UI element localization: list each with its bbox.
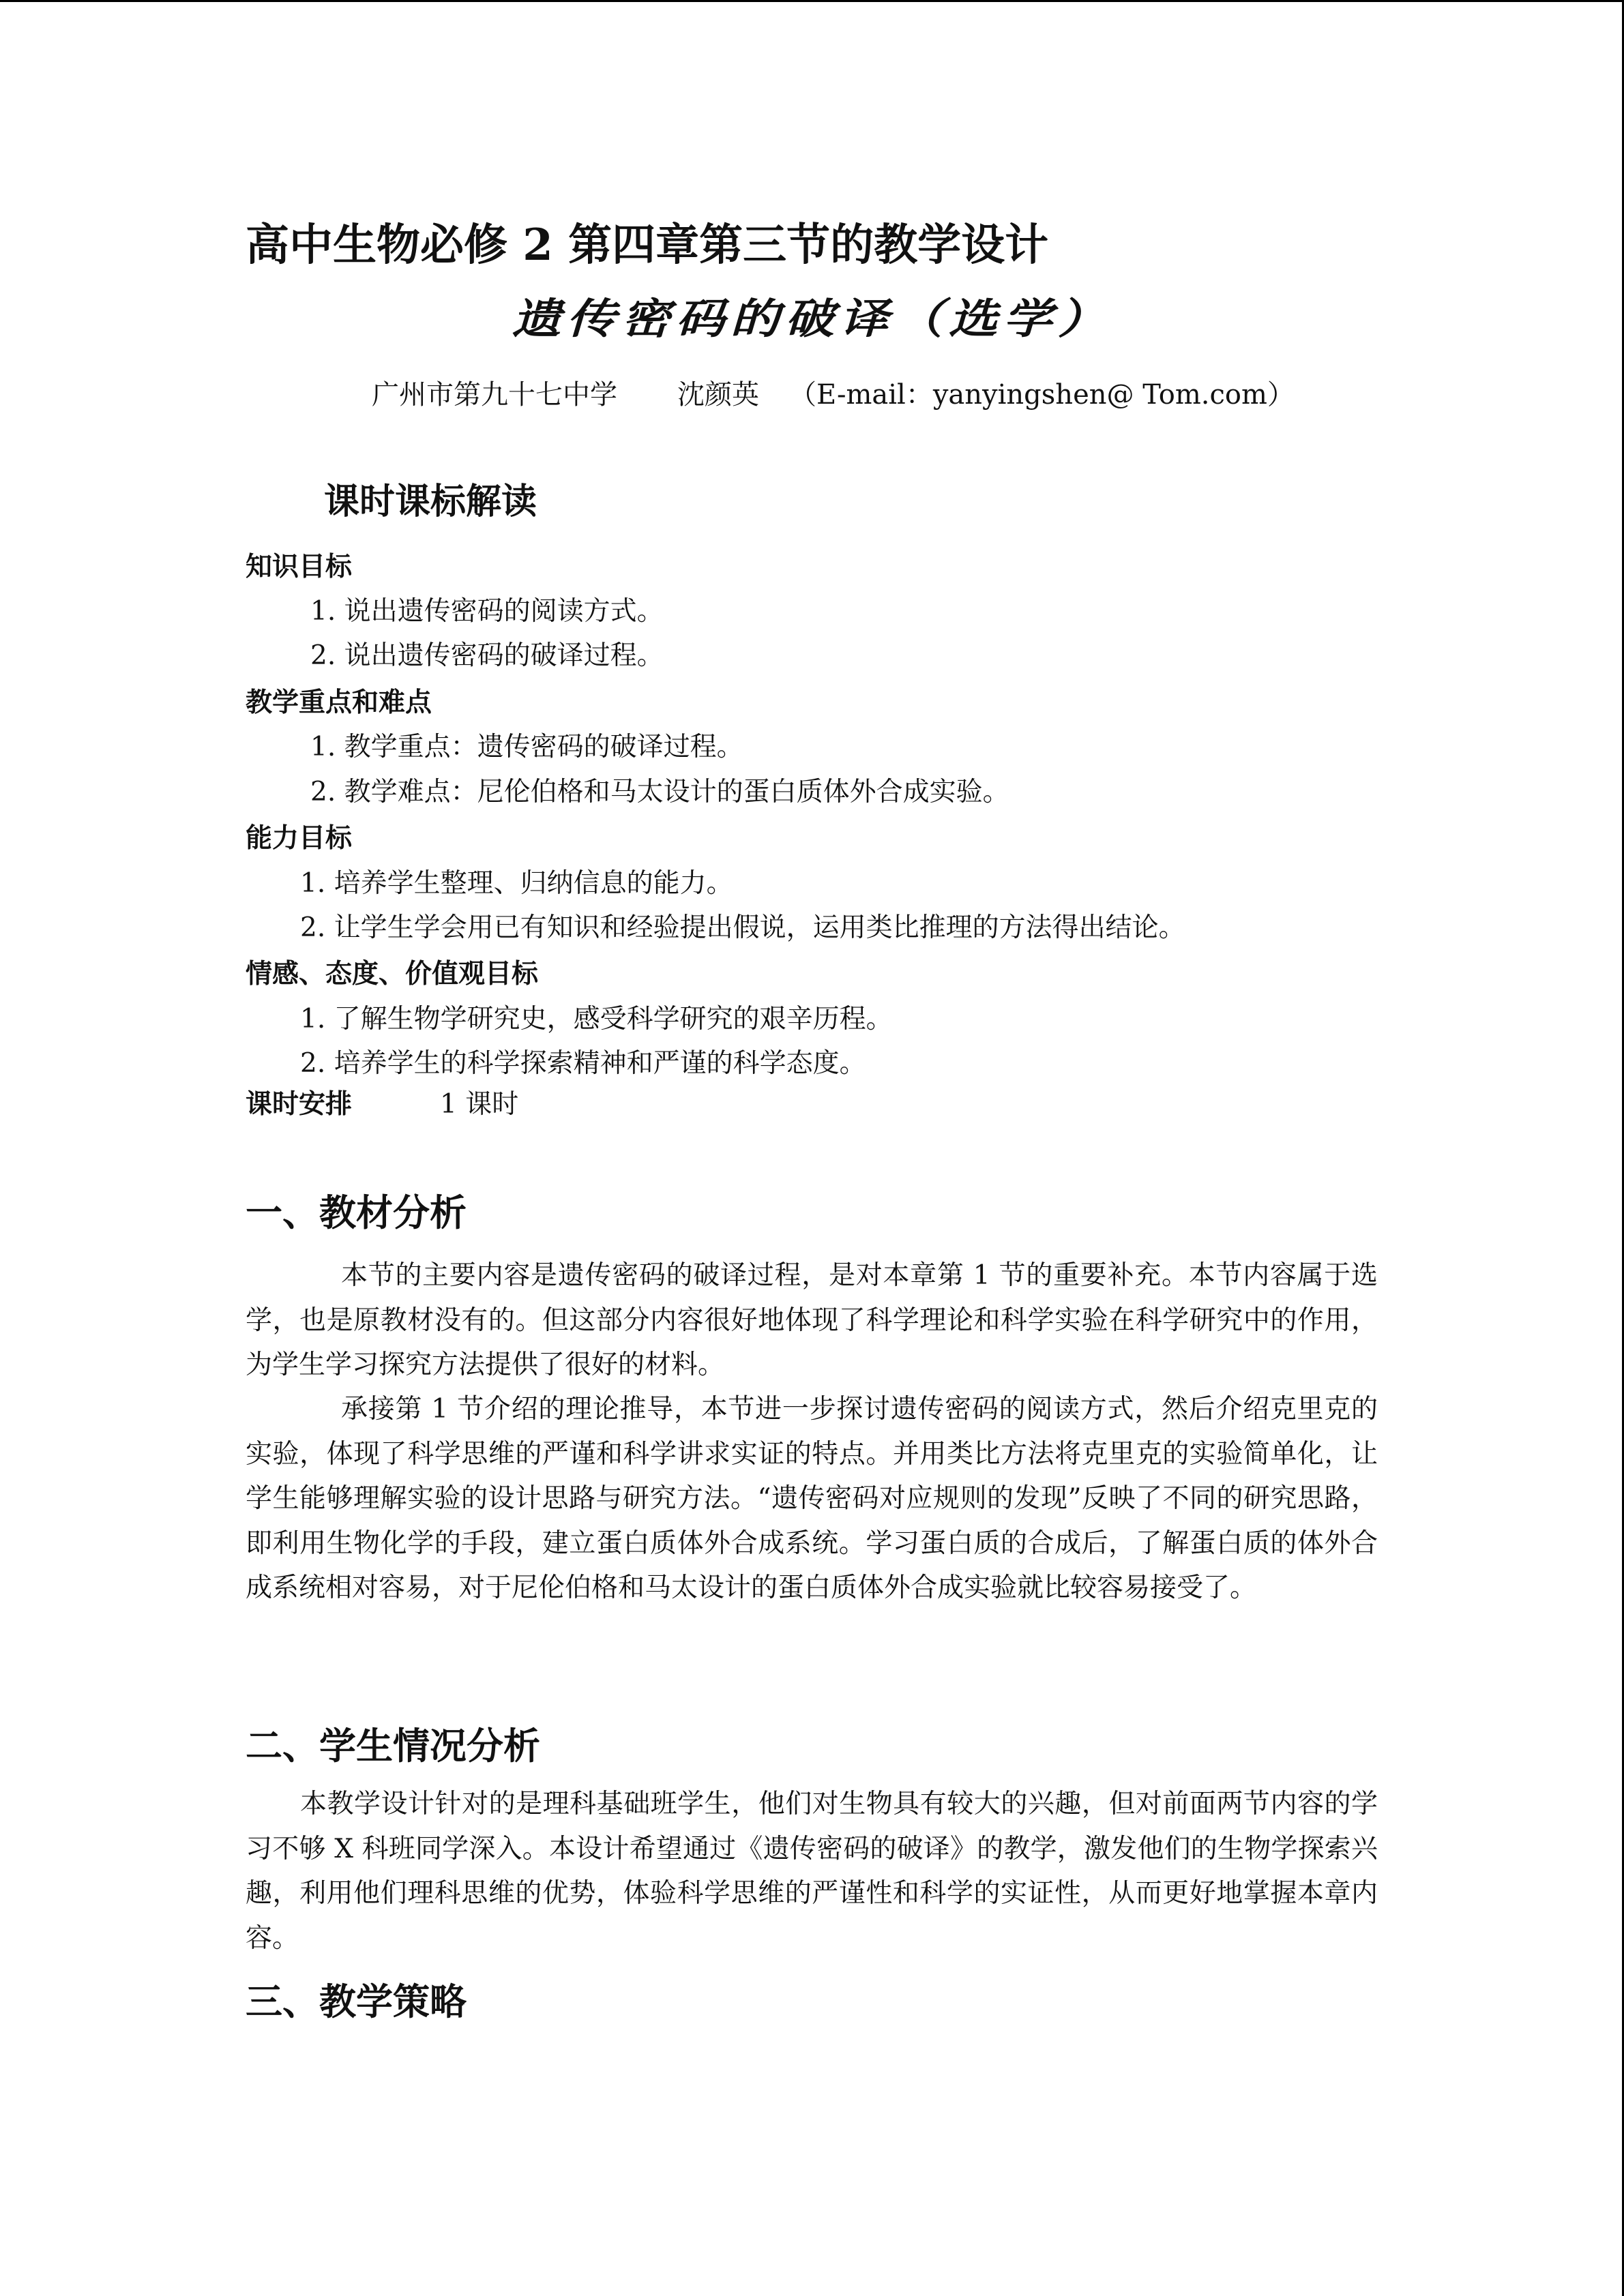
schedule-title: 课时安排: [246, 1089, 353, 1120]
ability-goal-item: 2. 让学生学会用已有知识和经验提出假说，运用类比推理的方法得出结论。: [300, 912, 1185, 943]
author-school: 广州市第九十七中学: [372, 379, 617, 411]
author-email: （E-mail：yanyingshen@ Tom.com）: [789, 379, 1295, 411]
emotion-goal-item: 2. 培养学生的科学探索精神和严谨的科学态度。: [300, 1048, 866, 1079]
main-title: 遗传密码的破译（选学）: [512, 294, 1112, 343]
key-point-item: 1. 教学重点：遗传密码的破译过程。: [310, 732, 743, 762]
paragraph: 本节的主要内容是遗传密码的破译过程，是对本章第 1 节的重要补充。本节内容属于选学，也是原教材没有的。但这部分内容很好地体现了科学理论和科学实验在科学研究中的作用，为学生学习探究方法提供了很好的材料。: [246, 1260, 1378, 1380]
document-header-title: 高中生物必修 2 第四章第三节的教学设计: [246, 220, 1049, 271]
ability-goals-title: 能力目标: [246, 823, 353, 854]
paragraph: 本教学设计针对的是理科基础班学生，他们对生物具有较大的兴趣，但对前面两节内容的学习不够 X 科班同学深入。本设计希望通过《遗传密码的破译》的教学，激发他们的生物学探索兴趣，利用他们理科思维的优势，体验科学思维的严谨性和科学的实证性，从而更好地掌握本章内容。: [246, 1789, 1378, 1954]
schedule-value: 1 课时: [440, 1089, 519, 1120]
section-heading-student-analysis: 二、学生情况分析: [246, 1725, 540, 1768]
key-points-title: 教学重点和难点: [246, 687, 432, 718]
knowledge-goal-item: 1. 说出遗传密码的阅读方式。: [310, 596, 664, 627]
ability-goal-item: 1. 培养学生整理、归纳信息的能力。: [300, 868, 733, 899]
author-name: 沈颜英: [677, 379, 759, 411]
paragraph: 承接第 1 节介绍的理论推导，本节进一步探讨遗传密码的阅读方式，然后介绍克里克的实验，体现了科学思维的严谨和科学讲求实证的特点。并用类比方法将克里克的实验简单化，让学生能够理解实验的设计思路与研究方法。“遗传密码对应规则的发现”反映了不同的研究思路，即利用生物化学的手段，建立蛋白质体外合成系统。学习蛋白质的合成后，了解蛋白质的体外合成系统相对容易，对于尼伦伯格和马太设计的蛋白质体外合成实验就比较容易接受了。: [246, 1394, 1378, 1603]
standards-heading: 课时课标解读: [324, 481, 537, 522]
section-heading-textbook-analysis: 一、教材分析: [246, 1191, 467, 1234]
emotion-goals-title: 情感、态度、价值观目标: [246, 959, 539, 989]
emotion-goal-item: 1. 了解生物学研究史，感受科学研究的艰辛历程。: [300, 1004, 893, 1034]
section-heading-teaching-strategy: 三、教学策略: [246, 1980, 467, 2023]
knowledge-goals-title: 知识目标: [246, 552, 353, 582]
author-line: [372, 373, 1295, 412]
key-point-item: 2. 教学难点：尼伦伯格和马太设计的蛋白质体外合成实验。: [310, 777, 1009, 807]
knowledge-goal-item: 2. 说出遗传密码的破译过程。: [310, 640, 664, 671]
